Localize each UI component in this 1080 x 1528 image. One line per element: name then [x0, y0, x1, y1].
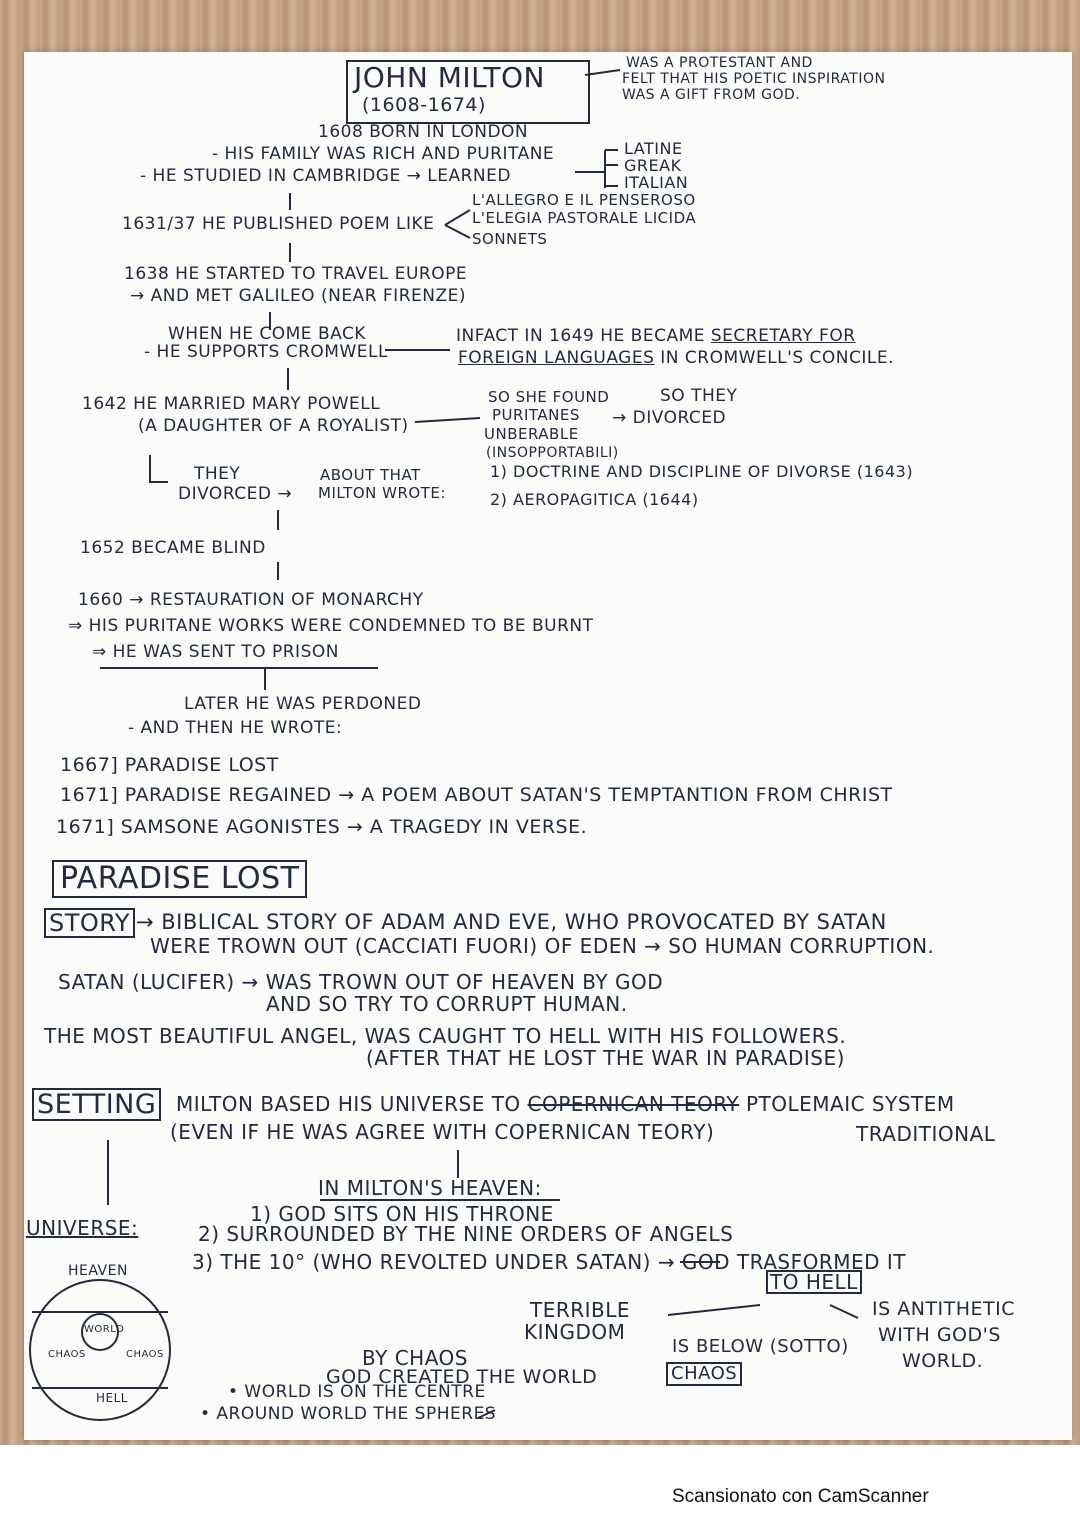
story-label: STORY	[44, 908, 135, 938]
found-4: (INSOPPORTABILI)	[486, 445, 619, 461]
diagram-world: WORLD	[84, 1324, 125, 1335]
scanner-footer: Scansionato con CamScanner	[672, 1486, 929, 1507]
heaven-point-1: 1) GOD SITS ON HIS THRONE	[250, 1202, 554, 1226]
language-latin: LATINE	[624, 139, 683, 158]
divorced-label: DIVORCED →	[178, 484, 293, 504]
prison-line: ⇒ HE WAS SENT TO PRISON	[92, 642, 339, 662]
blind-line: 1652 BECAME BLIND	[80, 538, 266, 558]
traditional-label: TRADITIONAL	[856, 1122, 996, 1146]
kingdom-label: KINGDOM	[524, 1320, 626, 1344]
secretary-underlined: SECRETARY FOR	[710, 326, 856, 346]
language-italian: ITALIAN	[624, 173, 689, 192]
in-miltons-heaven: IN MILTON'S HEAVEN:	[318, 1176, 542, 1200]
then-wrote-line: - AND THEN HE WROTE:	[128, 718, 343, 738]
back-line-2: - HE SUPPORTS CROMWELL	[144, 342, 388, 362]
angel-line: THE MOST BEAUTIFUL ANGEL, WAS CAUGHT TO HELL WITH HIS FOLLOWERS.	[44, 1024, 847, 1048]
travel-line-1: 1638 HE STARTED TO TRAVEL EUROPE	[124, 264, 468, 284]
terrible-label: TERRIBLE	[530, 1298, 631, 1322]
angel-line-2: (AFTER THAT HE LOST THE WAR IN PARADISE)	[366, 1046, 845, 1070]
divorced-right: → DIVORCED	[612, 408, 727, 428]
below-label: IS BELOW (SOTTO)	[672, 1336, 849, 1357]
paradise-lost-heading: PARADISE LOST	[52, 860, 307, 898]
about-that: ABOUT THAT	[320, 466, 421, 484]
to-hell-box: TO HELL	[766, 1270, 862, 1294]
header-note-1: WAS A PROTESTANT AND	[626, 55, 813, 71]
by-chaos: BY CHAOS	[362, 1346, 468, 1370]
diagram-chaos-right: CHAOS	[126, 1349, 164, 1360]
diagram-heaven: HEAVEN	[68, 1263, 128, 1279]
work-2: 2) AEROPAGITICA (1644)	[490, 490, 699, 509]
found-2: PURITANES	[492, 406, 580, 424]
header-note-3: WAS A GIFT FROM GOD.	[622, 87, 801, 103]
back-line-1: WHEN HE COME BACK	[168, 324, 366, 344]
antithetic-2: WITH GOD'S	[878, 1324, 1001, 1346]
found-3: UNBERABLE	[484, 425, 579, 443]
around-world: • AROUND WORLD THE SPHERES	[200, 1404, 497, 1424]
chaos-box: CHAOS	[666, 1362, 742, 1386]
found-1: SO SHE FOUND	[488, 388, 610, 406]
secretary-line-2	[458, 350, 894, 367]
life-dates: (1608-1674)	[362, 94, 486, 116]
satan-line-2: AND SO TRY TO CORRUPT HUMAN.	[266, 992, 628, 1016]
ptolemaic-system: PTOLEMAIC SYSTEM	[745, 1092, 955, 1116]
page-title: JOHN MILTON	[354, 61, 545, 94]
setting-line-1	[176, 1094, 955, 1114]
story-line-1: → BIBLICAL STORY OF ADAM AND EVE, WHO PROVOCATED BY SATAN	[136, 910, 887, 934]
published-line: 1631/37 HE PUBLISHED POEM LIKE	[122, 214, 435, 234]
heaven-point-2: 2) SURROUNDED BY THE NINE ORDERS OF ANGELS	[198, 1222, 734, 1246]
antithetic-1: IS ANTITHETIC	[872, 1298, 1015, 1320]
satan-line-1: SATAN (LUCIFER) → WAS TROWN OUT OF HEAVEN BY GOD	[58, 970, 664, 994]
diagram-chaos-left: CHAOS	[48, 1349, 86, 1360]
married-line-1: 1642 HE MARRIED MARY POWELL	[82, 394, 381, 414]
universe-label: UNIVERSE:	[26, 1216, 139, 1240]
secretary-text: INFACT IN 1649 HE BECAME	[456, 326, 705, 346]
studied-line: - HE STUDIED IN CAMBRIDGE → LEARNED	[140, 166, 511, 186]
burnt-line: ⇒ HIS PURITANE WORKS WERE CONDEMNED TO BE BURNT	[68, 616, 594, 636]
setting-line-2: (EVEN IF HE WAS AGREE WITH COPERNICAN TEORY)	[170, 1120, 715, 1144]
setting-label: SETTING	[32, 1088, 161, 1121]
travel-line-2: → AND MET GALILEO (NEAR FIRENZE)	[130, 286, 466, 306]
poem-3: SONNETS	[472, 230, 548, 248]
language-greek: GREAK	[624, 156, 682, 175]
foreign-languages: FOREIGN LANGUAGES	[458, 348, 655, 368]
world-centre: • WORLD IS ON THE CENTRE	[228, 1382, 486, 1402]
struck-copernican: COPERNICAN TEORY	[527, 1092, 740, 1116]
restoration-line: 1660 → RESTAURATION OF MONARCHY	[78, 590, 424, 610]
paradise-regained-line: 1671] PARADISE REGAINED → A POEM ABOUT SATAN'S TEMPTANTION FROM CHRIST	[60, 784, 893, 806]
story-line-2: WERE TROWN OUT (CACCIATI FUORI) OF EDEN → SO HUMAN CORRUPTION.	[150, 934, 935, 958]
cromwell-concile: IN CROMWELL'S CONCILE.	[660, 348, 894, 368]
born-line: 1608 BORN IN LONDON	[318, 122, 529, 142]
heaven-point-3: 3) THE 10° (WHO REVOLTED UNDER SATAN) → GOD TRASFORMED IT	[192, 1250, 907, 1274]
poem-2: L'ELEGIA PASTORALE LICIDA	[472, 209, 697, 227]
god-created-world: GOD CREATED THE WORLD	[326, 1366, 598, 1388]
header-note-2: FELT THAT HIS POETIC INSPIRATION	[622, 71, 886, 87]
family-line: - HIS FAMILY WAS RICH AND PURITANE	[212, 144, 555, 164]
secretary-line-1	[456, 328, 856, 345]
diagram-hell: HELL	[96, 1391, 128, 1405]
paradise-lost-line: 1667] PARADISE LOST	[60, 754, 279, 776]
pardoned-line: LATER HE WAS PERDONED	[184, 694, 422, 714]
poem-1: L'ALLEGRO E IL PENSEROSO	[472, 191, 696, 209]
samsone-line: 1671] SAMSONE AGONISTES → A TRAGEDY IN VERSE.	[56, 816, 588, 838]
setting-text: MILTON BASED HIS UNIVERSE TO	[176, 1092, 521, 1116]
antithetic-3: WORLD.	[902, 1350, 984, 1372]
married-line-2: (A DAUGHTER OF A ROYALIST)	[138, 416, 409, 436]
they-label: THEY	[194, 464, 241, 484]
so-they: SO THEY	[660, 386, 738, 406]
work-1: 1) DOCTRINE AND DISCIPLINE OF DIVORSE (1643)	[490, 462, 914, 481]
milton-wrote: MILTON WROTE:	[318, 484, 446, 502]
